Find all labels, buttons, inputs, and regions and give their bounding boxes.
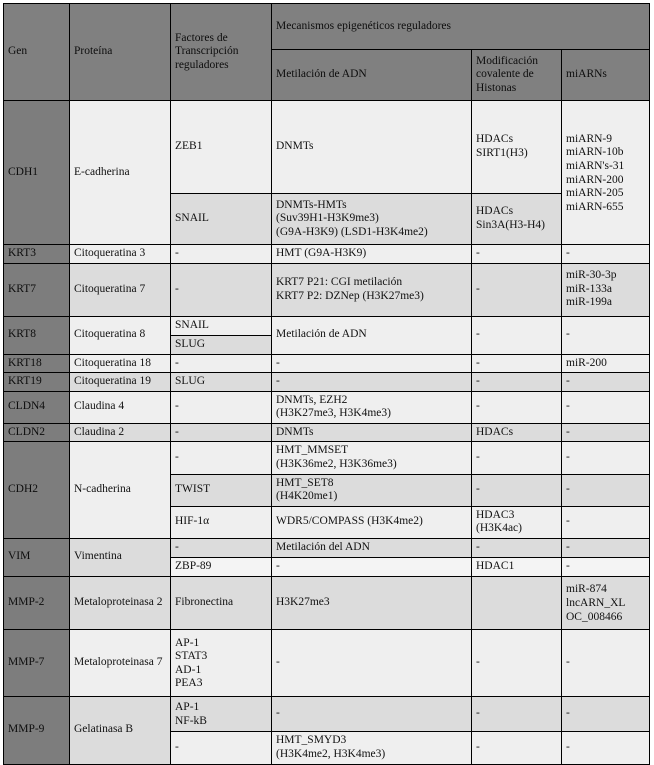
table-row — [4, 263, 650, 316]
table-row — [4, 316, 650, 335]
histone-cell: - — [472, 442, 562, 474]
table-row — [4, 373, 650, 392]
tf-cell: AP-1 NF-kB — [171, 696, 272, 731]
histone-cell: - — [472, 354, 562, 373]
mirna-cell: - — [562, 373, 650, 392]
methylation-cell: WDR5/COMPASS (H3K4me2) — [272, 506, 472, 538]
mirna-cell: - — [562, 629, 650, 696]
tf-cell: SLUG — [171, 335, 272, 354]
tf-cell: ZBP-89 — [171, 557, 272, 576]
mirna-cell: miR-200 — [562, 354, 650, 373]
header-factores-transcripcion: Factores de Transcripción reguladores — [171, 4, 272, 101]
protein-cell: Citoqueratina 7 — [70, 263, 171, 316]
histone-cell: - — [472, 538, 562, 557]
table-row — [4, 538, 650, 557]
header-row-top — [4, 4, 650, 50]
mirna-cell: - — [562, 474, 650, 506]
gene-cell: MMP-7 — [4, 629, 70, 696]
methylation-cell: HMT_SMYD3 (H3K4me2, H3K4me3) — [272, 731, 472, 764]
table-row — [4, 391, 650, 423]
histone-cell: - — [472, 474, 562, 506]
mirna-cell: - — [562, 696, 650, 731]
methylation-cell: KRT7 P21: CGI metilación KRT7 P2: DZNep (H3K27me3) — [272, 263, 472, 316]
histone-cell: - — [472, 629, 562, 696]
tf-cell: - — [171, 442, 272, 474]
gene-cell: MMP-9 — [4, 696, 70, 764]
methylation-cell: HMT (G9A-H3K9) — [272, 245, 472, 264]
gene-cell: KRT8 — [4, 316, 70, 354]
tf-cell: - — [171, 423, 272, 442]
tf-cell: TWIST — [171, 474, 272, 506]
mirna-cell: miR-30-3p miR-133a miR-199a — [562, 263, 650, 316]
gene-cell: VIM — [4, 538, 70, 576]
header-proteina: Proteína — [70, 4, 171, 101]
mirna-cell: - — [562, 316, 650, 354]
table-row — [4, 442, 650, 474]
methylation-cell: DNMTs — [272, 101, 472, 194]
methylation-cell: Metilación del ADN — [272, 538, 472, 557]
protein-cell: N-cadherina — [70, 442, 171, 538]
gene-cell: KRT3 — [4, 245, 70, 264]
gene-cell: CDH1 — [4, 101, 70, 245]
tf-cell: SNAIL — [171, 316, 272, 335]
gene-cell: MMP-2 — [4, 576, 70, 629]
histone-cell: - — [472, 373, 562, 392]
tf-cell: - — [171, 391, 272, 423]
histone-cell: - — [472, 731, 562, 764]
table-row — [4, 245, 650, 264]
tf-cell: ZEB1 — [171, 101, 272, 194]
table-body — [4, 101, 650, 765]
histone-cell: HDACs SIRT1(H3) — [472, 101, 562, 194]
gene-cell: CLDN2 — [4, 423, 70, 442]
tf-cell: SNAIL — [171, 194, 272, 245]
table-row — [4, 423, 650, 442]
header-modificacion-histonas: Modificación covalente de Histonas — [472, 50, 562, 101]
mirna-cell: - — [562, 442, 650, 474]
tf-cell: - — [171, 245, 272, 264]
histone-cell: HDAC3 (H3K4ac) — [472, 506, 562, 538]
methylation-cell: HMT_SET8 (H4K20me1) — [272, 474, 472, 506]
tf-cell: SLUG — [171, 373, 272, 392]
histone-cell — [472, 576, 562, 629]
methylation-cell: - — [272, 354, 472, 373]
table-row — [4, 696, 650, 731]
protein-cell: E-cadherina — [70, 101, 171, 245]
tf-cell: HIF-1α — [171, 506, 272, 538]
methylation-cell: Metilación de ADN — [272, 316, 472, 354]
methylation-cell: DNMTs-HMTs (Suv39H1-H3K9me3) (G9A-H3K9) (LSD1-H3K4me2) — [272, 194, 472, 245]
table-row — [4, 576, 650, 629]
mirna-cell: - — [562, 391, 650, 423]
histone-cell: - — [472, 263, 562, 316]
tf-cell: - — [171, 731, 272, 764]
protein-cell: Vimentina — [70, 538, 171, 576]
header-mecanismos-epigeneticos: Mecanismos epigenéticos reguladores — [272, 4, 650, 50]
tf-cell: - — [171, 263, 272, 316]
mirna-cell: miARN-9 miARN-10b miARN's-31 miARN-200 miARN-205 miARN-655 — [562, 101, 650, 245]
protein-cell: Citoqueratina 18 — [70, 354, 171, 373]
protein-cell: Gelatinasa B — [70, 696, 171, 764]
methylation-cell: DNMTs — [272, 423, 472, 442]
gene-cell: KRT19 — [4, 373, 70, 392]
protein-cell: Claudina 2 — [70, 423, 171, 442]
methylation-cell: - — [272, 696, 472, 731]
epigenetic-mechanisms-table — [3, 3, 650, 765]
tf-cell: AP-1 STAT3 AD-1 PEA3 — [171, 629, 272, 696]
histone-cell: - — [472, 245, 562, 264]
mirna-cell: - — [562, 731, 650, 764]
mirna-cell: - — [562, 538, 650, 557]
gene-cell: CDH2 — [4, 442, 70, 538]
table-header — [4, 4, 650, 101]
tf-cell: Fibronectina — [171, 576, 272, 629]
mirna-cell: miR-874 lncARN_XL OC_008466 — [562, 576, 650, 629]
methylation-cell: - — [272, 373, 472, 392]
gene-cell: KRT7 — [4, 263, 70, 316]
protein-cell: Metaloproteinasa 7 — [70, 629, 171, 696]
header-miarns: miARNs — [562, 50, 650, 101]
histone-cell: HDAC1 — [472, 557, 562, 576]
mirna-cell: - — [562, 506, 650, 538]
tf-cell: - — [171, 354, 272, 373]
methylation-cell: - — [272, 557, 472, 576]
protein-cell: Metaloproteinasa 2 — [70, 576, 171, 629]
methylation-cell: DNMTs, EZH2 (H3K27me3, H3K4me3) — [272, 391, 472, 423]
methylation-cell: - — [272, 629, 472, 696]
methylation-cell: H3K27me3 — [272, 576, 472, 629]
histone-cell: - — [472, 316, 562, 354]
header-metilacion-adn: Metilación de ADN — [272, 50, 472, 101]
protein-cell: Claudina 4 — [70, 391, 171, 423]
table-row — [4, 354, 650, 373]
table-row — [4, 101, 650, 194]
protein-cell: Citoqueratina 8 — [70, 316, 171, 354]
protein-cell: Citoqueratina 19 — [70, 373, 171, 392]
mirna-cell: - — [562, 557, 650, 576]
gene-cell: KRT18 — [4, 354, 70, 373]
mirna-cell: - — [562, 423, 650, 442]
methylation-cell: HMT_MMSET (H3K36me2, H3K36me3) — [272, 442, 472, 474]
histone-cell: HDACs — [472, 423, 562, 442]
mirna-cell: - — [562, 245, 650, 264]
histone-cell: - — [472, 696, 562, 731]
protein-cell: Citoqueratina 3 — [70, 245, 171, 264]
header-gen: Gen — [4, 4, 70, 101]
histone-cell: HDACs Sin3A(H3-H4) — [472, 194, 562, 245]
gene-cell: CLDN4 — [4, 391, 70, 423]
histone-cell: - — [472, 391, 562, 423]
table-row — [4, 629, 650, 696]
tf-cell: - — [171, 538, 272, 557]
